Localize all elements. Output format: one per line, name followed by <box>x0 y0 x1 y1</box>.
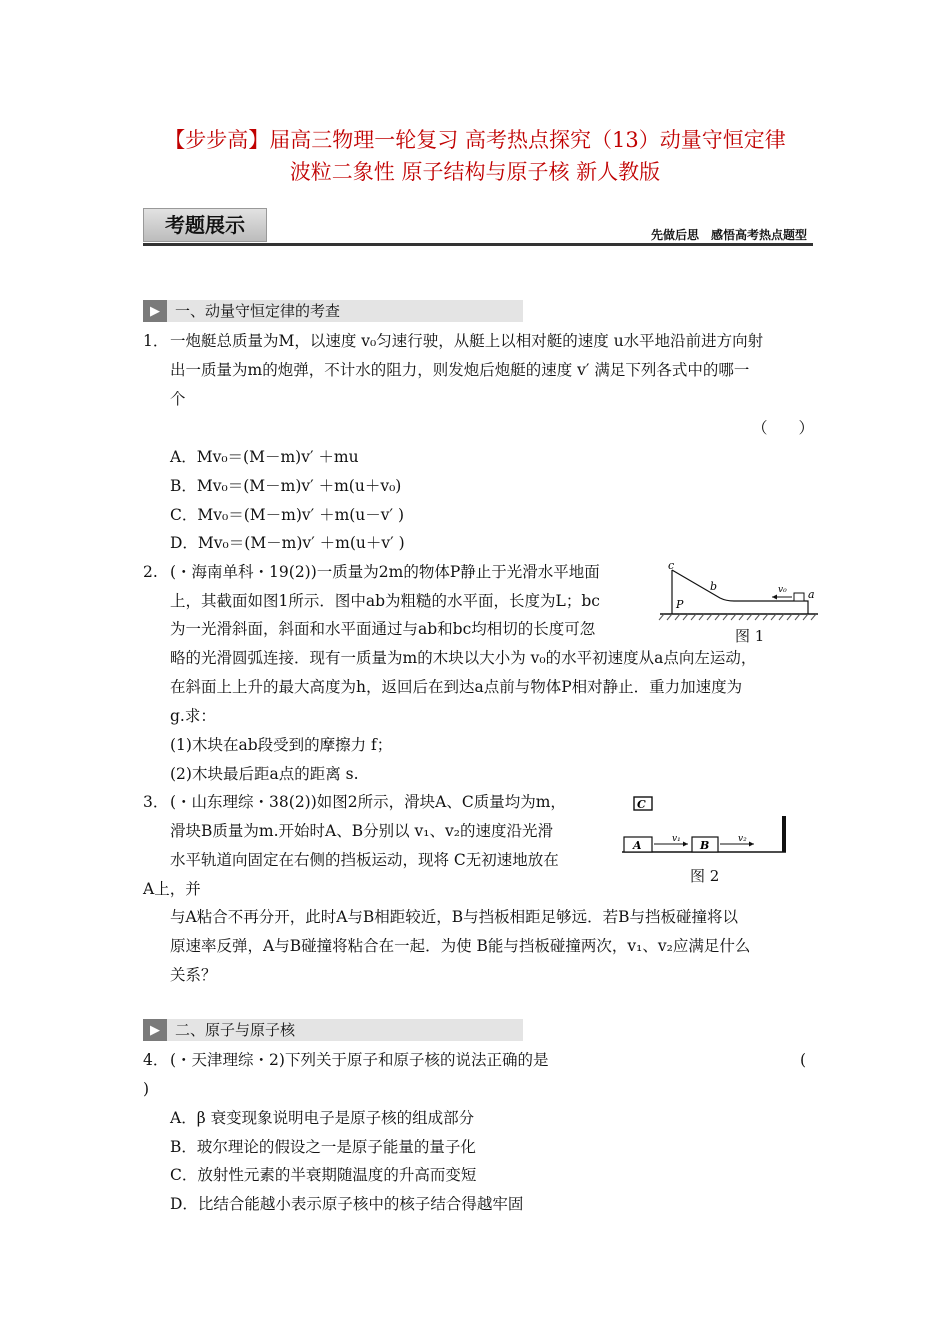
answer-blank-open: ( <box>800 1051 807 1069</box>
question-text-line: 上，其截面如图1所示．图中ab为粗糙的水平面，长度为L；bc <box>170 592 600 610</box>
option-b: B．Mv₀＝(M－m)v′ ＋m(u＋v₀) <box>170 477 402 495</box>
question-text-line: (・山东理综・38(2))如图2所示，滑块A、C质量均为m， <box>170 793 566 811</box>
figure-2-caption: 图 2 <box>690 867 720 885</box>
question-text-line: 为一光滑斜面，斜面和水平面通过与ab和bc均相切的长度可忽 <box>170 620 596 638</box>
figure-2-blocks <box>620 794 795 856</box>
fig1-label-v0: v₀ <box>778 585 787 595</box>
option-d: D．比结合能越小表示原子核中的核子结合得越牢固 <box>170 1195 524 1213</box>
option-d: D．Mv₀＝(M－m)v′ ＋m(u＋v′ ) <box>170 534 405 552</box>
option-b: B．玻尔理论的假设之一是原子能量的量子化 <box>170 1138 476 1156</box>
section-label: 二、原子与原子核 <box>175 1021 296 1039</box>
fig1-label-p: P <box>676 598 684 611</box>
fig2-label-b: B <box>700 839 710 852</box>
fig2-label-v1: v₁ <box>672 834 681 844</box>
section-header-atom <box>143 1019 523 1041</box>
question-text-line: (・海南单科・19(2))一质量为2m的物体P静止于光滑水平地面 <box>170 563 600 581</box>
fig1-label-a: a <box>808 588 815 601</box>
fig2-label-c: C <box>637 798 646 811</box>
option-c: C．放射性元素的半衰期随温度的升高而变短 <box>170 1166 477 1184</box>
question-text-line: 原速率反弹，A与B碰撞将粘合在一起．为使 B能与挡板碰撞两次，v₁、v₂应满足什么 <box>170 937 751 955</box>
banner-label: 考题展示 <box>143 208 267 242</box>
answer-blank: （ ） <box>752 419 815 437</box>
section-banner <box>143 208 813 248</box>
sub-question-2: (2)木块最后距a点的距离 s. <box>170 765 359 783</box>
question-text-line: 滑块B质量为m.开始时A、B分别以 v₁、v₂的速度沿光滑 <box>170 822 553 840</box>
document-title-line1: 【步步高】届高三物理一轮复习 高考热点探究（13）动量守恒定律 <box>164 128 786 152</box>
question-text-line: 水平轨道向固定在右侧的挡板运动，现将 C无初速地放在 <box>170 851 559 869</box>
question-text-line: 在斜面上上升的最大高度为h，返回后在到达a点前与物体P相对静止．重力加速度为 <box>170 678 743 696</box>
question-number: 4． <box>143 1051 169 1069</box>
option-c: C．Mv₀＝(M－m)v′ ＋m(u－v′ ) <box>170 506 405 524</box>
question-text-line: g.求： <box>170 707 216 725</box>
question-text-line: 关系？ <box>170 966 217 984</box>
question-text-line: 出一质量为m的炮弹，不计水的阻力，则发炮后炮艇的速度 v′ 满足下列各式中的哪一 <box>170 361 750 379</box>
answer-blank-close: ) <box>143 1080 150 1098</box>
fig2-label-a: A <box>633 839 642 852</box>
section-header-momentum <box>143 300 523 322</box>
option-a: A．Mv₀＝(M－m)v′ ＋mu <box>170 448 359 466</box>
play-arrow-icon: ▶ <box>143 1019 167 1041</box>
sub-question-1: (1)木块在ab段受到的摩擦力 f； <box>170 736 393 754</box>
figure-1-incline <box>656 560 821 624</box>
fig2-label-v2: v₂ <box>738 834 747 844</box>
figure-1-caption: 图 1 <box>735 627 765 645</box>
question-text-line: (・天津理综・2)下列关于原子和原子核的说法正确的是 <box>170 1051 549 1069</box>
question-number: 1． <box>143 332 169 350</box>
fig1-label-c: c <box>668 560 675 572</box>
question-text-line: 一炮艇总质量为M，以速度 v₀匀速行驶，从艇上以相对艇的速度 u水平地沿前进方向射 <box>170 332 764 350</box>
question-text-line: 略的光滑圆弧连接．现有一质量为m的木块以大小为 v₀的水平初速度从a点向左运动， <box>170 649 757 667</box>
question-text-line: 个 <box>170 390 186 408</box>
question-text-line: A上，并 <box>143 880 201 898</box>
question-number: 2. <box>143 563 158 581</box>
banner-divider <box>143 243 813 246</box>
banner-tagline: 先做后思 感悟高考热点题型 <box>650 228 807 242</box>
option-a: A．β 衰变现象说明电子是原子核的组成部分 <box>170 1109 475 1127</box>
play-arrow-icon: ▶ <box>143 300 167 322</box>
document-title-line2: 波粒二象性 原子结构与原子核 新人教版 <box>289 160 661 184</box>
fig1-label-b: b <box>710 580 718 593</box>
question-number: 3． <box>143 793 169 811</box>
question-text-line: 与A粘合不再分开，此时A与B相距较近，B与挡板相距足够远．若B与挡板碰撞将以 <box>170 908 739 926</box>
section-label: 一、动量守恒定律的考查 <box>175 302 341 320</box>
